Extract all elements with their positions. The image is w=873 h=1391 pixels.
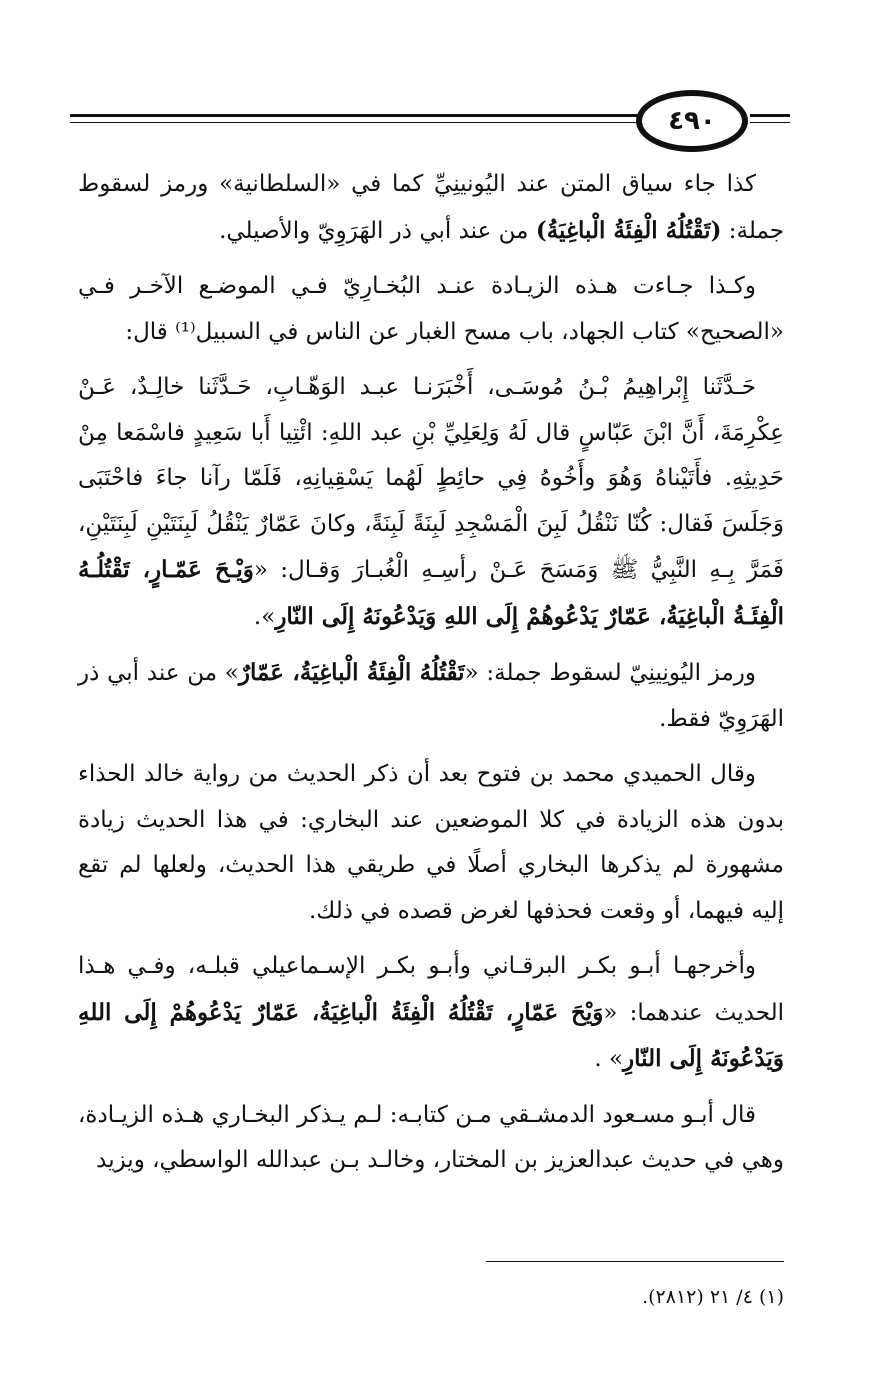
paragraph <box>78 365 784 640</box>
paragraph-text: ورمز اليُونِينِيّ لسقوط جملة: « <box>464 660 756 686</box>
paragraph-text: » من عند أبي ذر الهَرَوِيّ فقط. <box>78 660 784 732</box>
quoted-hadith-text: تَقْتُلُهُ الْفِئَةُ الْباغِيَةُ، عَمّارٌ <box>238 659 465 686</box>
paragraph-text: كذا جاء سياق المتن عند اليُونينِيِّ كما في «السلطانية» ورمز لسقوط جملة: <box>78 171 784 244</box>
paragraph-text: وقال الحميدي محمد بن فتوح بعد أن ذكر الحديث من رواية خالد الحذاء بدون هذه الزيادة في كلا الموضعين عند البخاري: في هذا الحديث زيادة مشهورة لم يذكرها البخاري أصلًا في طريقي هذا الحديث، ولعلها لم تقع إليه فيهما، أو وقعت فحذفها لغرض قصده في ذلك. <box>78 761 784 924</box>
paragraph-text: ⁽¹⁾ <box>175 318 196 345</box>
header-rule-left-thin <box>70 122 638 123</box>
paragraph <box>78 162 784 254</box>
header-rule-right-thin <box>750 122 790 123</box>
paragraph-text: وكـذا جـاءت هـذه الزيـادة عنـد البُخـارِيّ فـي الموضـع الآخـر فـي «الصحيح» كتاب الجهاد، باب مسح الغبار عن الناس في السبيل <box>78 273 784 345</box>
quoted-hadith-text: وَيْـحَ عَمّـارٍ، تَقْتُلُـهُ الْفِئَـةُ الْباغِيَةُ، عَمّارٌ يَدْعُوهُمْ إِلَى اللهِ وَيَدْعُونَهُ إِلَى النّارِ <box>78 556 784 630</box>
page-number: ٤٩٠ <box>668 106 716 136</box>
footnote: (١) ٤/ ٢١ (٢٨١٢). <box>642 1286 784 1308</box>
header-rule-right <box>750 114 790 117</box>
paragraph-text: حَـدَّثَنا إِبْراهِيمُ بْـنُ مُوسَـى، أَخْبَرَنـا عبـد الوَهّـابِ، حَـدَّثَنا خالِـدٌ، عَـنْ عِكْرِمَةَ، أَنَّ ابْنَ عَبّاسٍ قال لَهُ وَلِعَلِيِّ بْنِ عبد اللهِ: ائْتِيا أَبا سَعِيدٍ فاسْمَعا مِنْ حَدِيثِهِ. فأَتَيْناهُ وَهُوَ وأَخُوهُ فِي حائِطٍ لَهُما يَسْقِيانِهِ، فَلَمّا رآنا جاءَ فاحْتَبَى وَجَلَسَ فَقال: كُنّا نَنْقُلُ لَبِنَ الْمَسْجِدِ لَبِنَةً لَبِنَةً، وكانَ عَمّارٌ يَنْقُلُ لَبِنَتَيْنِ لَبِنَتَيْنِ، فَمَرَّ بِـهِ النَّبِيُّ ﷺ وَمَسَحَ عَـنْ رأسِـهِ الْغُبـارَ وَقـال: « <box>78 374 784 583</box>
paragraph-text: ». <box>253 603 276 630</box>
body-text <box>78 162 784 1194</box>
paragraph-text: قال أبـو مسـعود الدمشـقي مـن كتابـه: لـم يـذكر البخـاري هـذه الزيـادة، وهي في حديث عبدالعزيز بن المختار، وخالـد بـن عبدالله الواسطي، ويزيد <box>78 1101 784 1173</box>
paragraph <box>78 1093 784 1184</box>
quoted-hadith-text: وَيْحَ عَمّارٍ، تَقْتُلُهُ الْفِئَةُ الْباغِيَةُ، عَمّارٌ يَدْعُوهُمْ إِلَى اللهِ وَيَدْعُونَهُ إِلَى النّارِ <box>78 998 784 1072</box>
paragraph <box>78 752 784 934</box>
paragraph <box>78 264 784 355</box>
footnote-separator <box>486 1261 784 1262</box>
paragraph-text: قال: <box>125 318 176 345</box>
page-number-circle <box>636 90 748 152</box>
quoted-hadith-text: (تَقْتُلُهُ الْفِئَةُ الْباغِيَةُ) <box>535 216 722 244</box>
paragraph <box>78 944 784 1083</box>
paragraph-text: » . <box>594 1046 624 1072</box>
paragraph-text: وأخرجهـا أبـو بكـر البرقـاني وأبـو بكـر الإسـماعيلي قبلـه، وفـي هـذا الحديث عندهما: « <box>78 953 784 1026</box>
paragraph-text: من عند أبي ذر الهَرَوِيّ والأصيلي. <box>219 217 536 244</box>
paragraph <box>78 650 784 742</box>
page-header <box>70 90 790 160</box>
header-rule-left <box>70 114 638 117</box>
